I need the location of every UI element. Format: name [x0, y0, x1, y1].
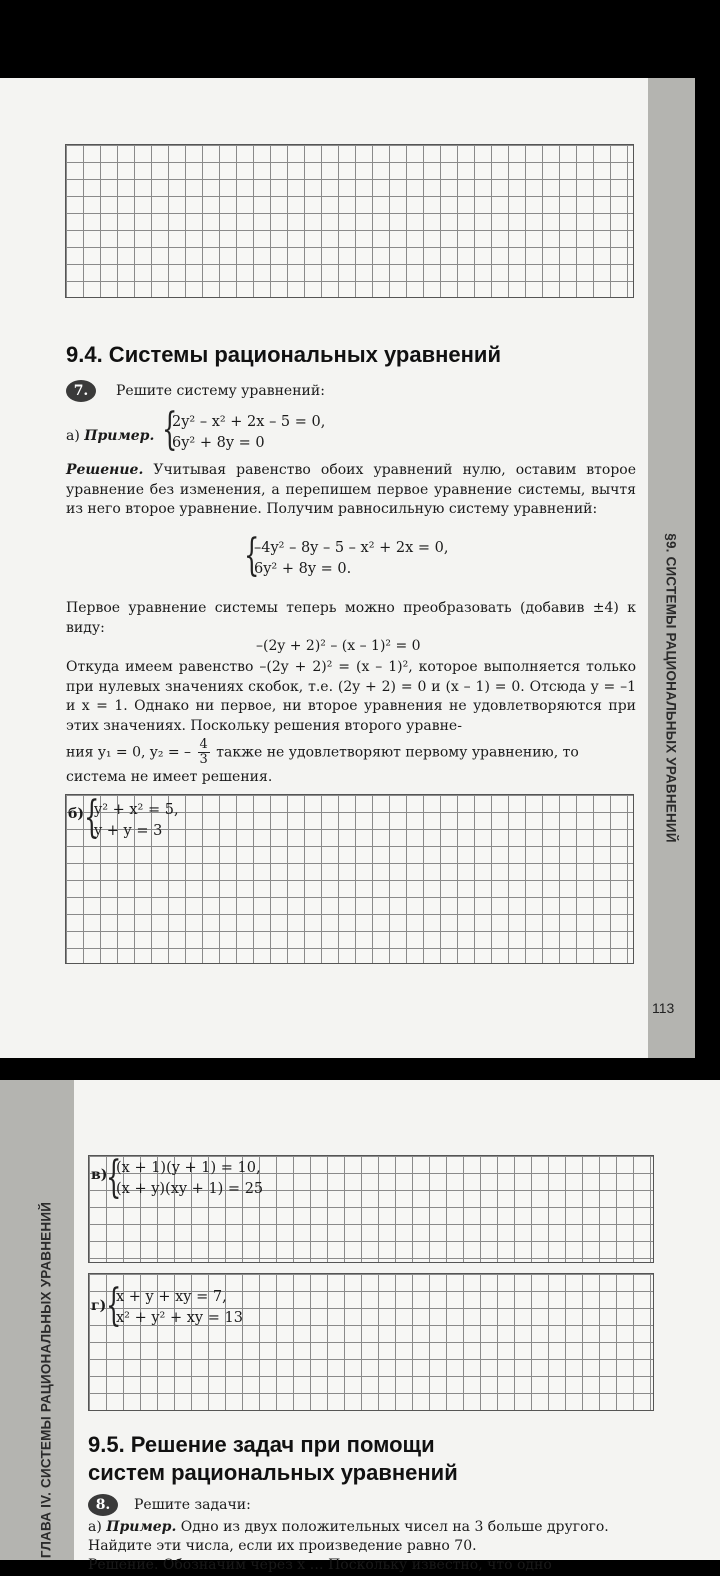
page-number: 113 — [652, 1000, 675, 1016]
solution-text: ния y₁ = 0, y₂ = – — [66, 744, 192, 761]
solution-paragraph-2: Первое уравнение системы теперь можно преобразовать (добавив ±4) к виду: — [66, 600, 636, 636]
problem-a-line-2: Найдите эти числа, если их произведение равно 70. — [88, 1538, 477, 1554]
part-letter: а) — [88, 1519, 102, 1535]
part-letter: а) — [66, 428, 80, 444]
system-brace: { — [84, 792, 100, 843]
textbook-page-113 — [0, 78, 695, 1058]
sidebar-chapter-title: ГЛАВА IV. СИСТЕМЫ РАЦИОНАЛЬНЫХ УРАВНЕНИЙ — [38, 1201, 54, 1559]
system-transformed — [254, 538, 449, 580]
solution-paragraph-1 — [66, 461, 636, 520]
task-number-badge: 8. — [88, 1494, 118, 1516]
equation: x² + y² + xy = 13 — [116, 1310, 243, 1326]
section-title-line-2: систем рациональных уравнений — [88, 1460, 458, 1485]
task-number-badge: 7. — [66, 380, 96, 402]
problem-text: Одно из двух положительных чисел на 3 больше другого. — [180, 1519, 609, 1535]
equation: x + y + xy = 7, — [116, 1289, 227, 1305]
system-brace: { — [244, 530, 260, 581]
example-label: Пример. — [84, 428, 155, 444]
system-b — [94, 800, 179, 842]
sidebar-section-title: §9. СИСТЕМЫ РАЦИОНАЛЬНЫХ УРАВНЕНИЙ — [663, 533, 679, 843]
fraction-numerator: 4 — [199, 737, 208, 752]
solution-paragraph-5: система не имеет решения. — [66, 769, 273, 785]
equation: (x + 1)(y + 1) = 10, — [116, 1160, 261, 1176]
textbook-page-114 — [0, 1080, 720, 1573]
fraction-denominator: 3 — [199, 752, 208, 767]
fraction — [198, 738, 210, 767]
system-brace: { — [106, 1280, 122, 1331]
solution-label: Решение. — [66, 462, 144, 478]
task-instruction: Решите задачи: — [134, 1497, 251, 1513]
equation: 6y² + 8y = 0. — [254, 561, 352, 577]
equation: –4y² – 8y – 5 – x² + 2x = 0, — [254, 540, 449, 556]
system-brace: { — [106, 1152, 122, 1203]
system-v — [116, 1158, 263, 1200]
part-a-label — [66, 427, 154, 447]
equation: y + y = 3 — [94, 823, 163, 839]
solution-text: также не удовлетворяют первому уравнению, то — [216, 744, 579, 761]
equation: (x + y)(xy + 1) = 25 — [116, 1181, 264, 1197]
task-instruction: Решите систему уравнений: — [116, 383, 325, 399]
system-g — [116, 1287, 243, 1329]
chapter-sidebar — [0, 1080, 74, 1560]
equation: 2y² – x² + 2x – 5 = 0, — [172, 414, 326, 430]
system-brace: { — [162, 404, 178, 455]
part-v-label: в) — [91, 1167, 108, 1183]
system-a — [172, 412, 325, 454]
cutoff-line: Решение. Обозначим через x … Поскольку известно, что одно — [88, 1557, 552, 1573]
section-title-line-1: 9.5. Решение задач при помощи — [88, 1432, 435, 1457]
equation: 6y² + 8y = 0 — [172, 435, 265, 451]
solution-paragraph-3: Откуда имеем равенство –(2y + 2)² = (x – 1)², которое выполняется только при нулевых значениях скобок, т.е. (2y + 2) = 0 и (x – 1) = 0. Отсюда y = –1 и x = 1. Однако ни первое, ни второе уравнения не удовлетворяются при этих значениях. Поскольку решения второго уравне- — [66, 659, 636, 734]
problem-a-line-1 — [88, 1518, 609, 1538]
centered-equation: –(2y + 2)² – (x – 1)² = 0 — [256, 638, 421, 654]
answer-grid-top — [65, 144, 634, 298]
solution-paragraph-4 — [66, 738, 646, 767]
part-b-label: б) — [68, 806, 84, 822]
equation: y² + x² = 5, — [94, 802, 179, 818]
solution-text: Учитывая равенство обоих уравнений нулю, оставим второе уравнение без изменения, а перепишем первое уравнение системы, вычтя из него второе уравнение. Получим равносильную систему уравнений: — [66, 462, 637, 517]
part-g-label: г) — [91, 1298, 107, 1314]
section-title: 9.4. Системы рациональных уравнений — [66, 342, 501, 367]
example-label: Пример. — [106, 1519, 177, 1535]
